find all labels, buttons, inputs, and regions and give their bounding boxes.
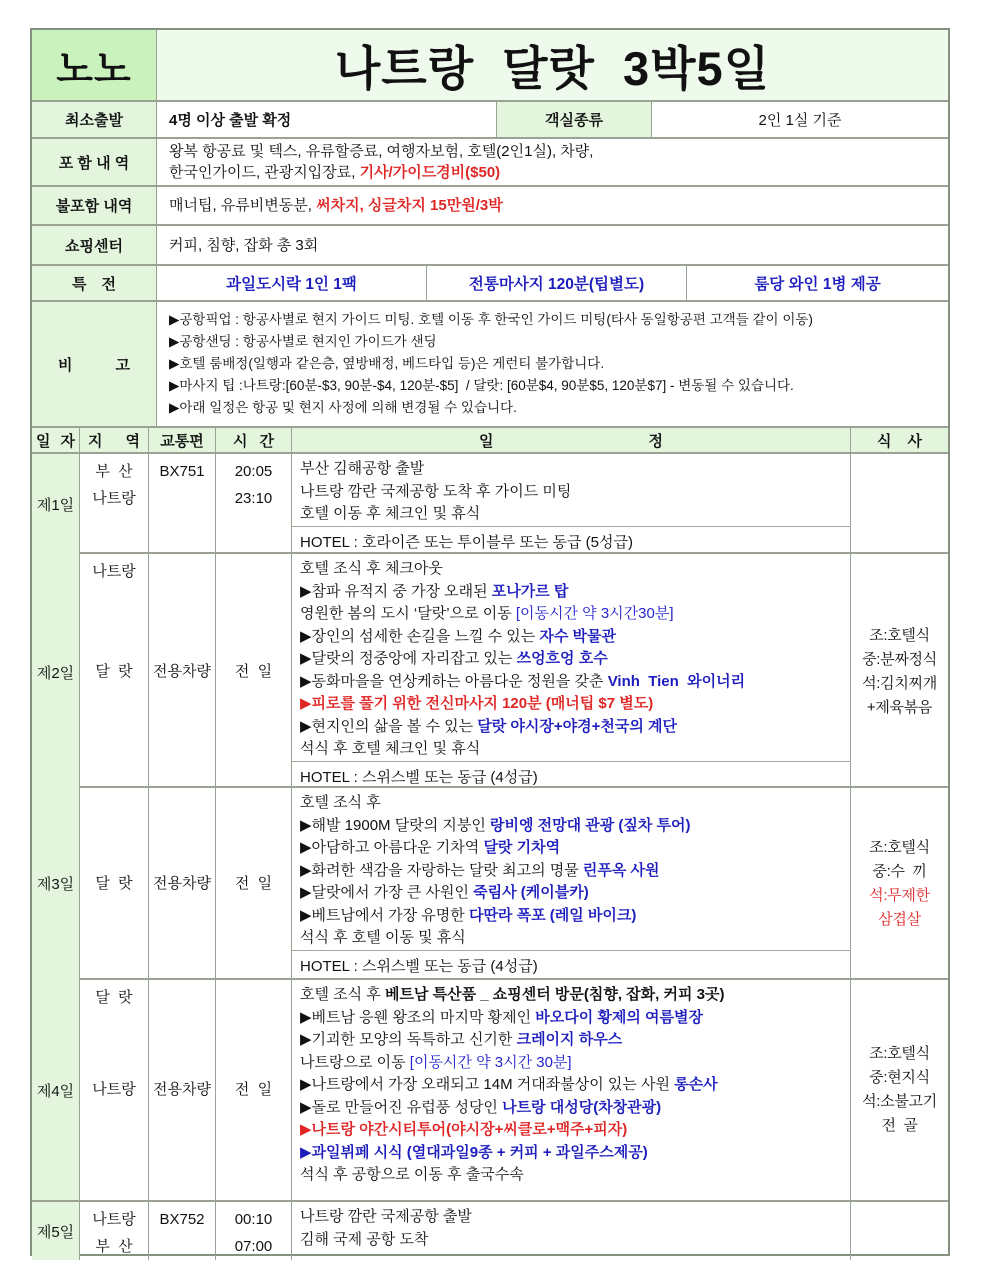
itinerary-cell	[292, 980, 851, 1200]
text-segment: 크레이지 하우스	[516, 1031, 623, 1048]
time-value: 07:00	[234, 1238, 273, 1255]
transport-cell: 전용차량	[149, 980, 216, 1200]
itinerary-line	[300, 1007, 842, 1030]
text-segment: ▶호텔 룸배정(일행과 같은층, 옆방배정, 베드타입 등)은 게런티 불가합니다.	[169, 356, 605, 371]
text-segment: ▶동화마을을 연상케하는 아름다운 정원을 갖춘	[300, 672, 608, 690]
text-segment: ▶아래 일정은 항공 및 현지 사정에 의해 변경될 수 있습니다.	[169, 400, 517, 415]
region-name: 부 산	[95, 463, 133, 480]
itinerary-line	[300, 503, 842, 526]
itinerary-line	[300, 882, 842, 905]
meal-line: 전 골	[881, 1117, 918, 1134]
text-segment: Vinh Tien 와이너리	[607, 672, 746, 690]
itinerary-line	[300, 693, 842, 716]
meal-line: 석:김치찌개	[862, 675, 937, 693]
time-value: 20:05	[234, 463, 273, 480]
text-segment: 랑비엥 전망대 관광 (짚차 투어)	[490, 816, 691, 834]
meal-cell	[851, 454, 948, 556]
schedule-day-row	[32, 1200, 948, 1254]
hotel-line: HOTEL : 스위스벨 또는 동급 (4성급)	[292, 950, 850, 980]
notes-row	[32, 300, 948, 426]
text-segment: 호텔 조식 후	[300, 794, 381, 811]
itinerary-line	[300, 481, 842, 504]
itinerary-lines	[292, 554, 850, 761]
text-segment: ▶기괴한 모양의 독특하고 신기한	[300, 1031, 517, 1048]
text-segment: 매너팁, 유류비변동분,	[169, 197, 317, 214]
text-segment: ▶베트남에서 가장 유명한	[300, 906, 469, 924]
itinerary-line	[300, 738, 842, 761]
hotel-line: HOTEL : 스위스벨 또는 동급 (4성급)	[292, 761, 850, 791]
time-value: 00:10	[234, 1211, 273, 1228]
schedule-day-row	[32, 452, 948, 552]
itinerary-line	[300, 626, 842, 649]
rich-text-line	[169, 162, 936, 183]
special-benefit-row	[32, 264, 948, 300]
rich-text-line	[169, 397, 936, 419]
text-segment: ▶공항픽업 : 항공사별로 현지 가이드 미팅. 호텔 이동 후 한국인 가이드 미팅(타사 동일항공편 고객들 같이 이동)	[169, 312, 813, 327]
day-label: 제3일	[32, 788, 80, 980]
meal-cell	[851, 1202, 948, 1260]
text-segment: 린푸옥 사원	[582, 861, 660, 879]
text-segment: 자수 박물관	[539, 627, 617, 645]
itinerary-line	[300, 1052, 842, 1075]
meal-line: 조:호텔식	[869, 1045, 930, 1062]
text-segment: 달랏 야시장+야경+천국의 계단	[477, 717, 678, 735]
excluded-content	[157, 187, 948, 224]
text-segment: ▶장인의 섬세한 손길을 느낄 수 있는	[300, 627, 540, 645]
special-label-right: 전	[101, 275, 116, 293]
text-segment: ▶현지인의 삶을 볼 수 있는	[300, 717, 478, 735]
text-segment: 나트랑 깜란 국제공항 출발	[300, 1208, 472, 1225]
notes-label	[32, 302, 157, 426]
meal-line: 중:현지식	[869, 1069, 930, 1086]
itinerary-cell	[292, 1202, 851, 1260]
meal-line: 석:소불고기	[862, 1093, 937, 1110]
text-segment: 다딴라 폭포 (레일 바이크)	[468, 906, 637, 924]
itinerary-line	[300, 581, 842, 604]
itinerary-line	[300, 1074, 842, 1097]
rich-text-line	[169, 141, 936, 162]
itinerary-line	[300, 837, 842, 860]
text-segment: [이동시간 약 3시간 30분]	[409, 1053, 572, 1071]
text-segment: ▶피로를 풀기 위한 전신마사지 120분 (매너팁 $7 별도)	[300, 695, 654, 712]
col-header-region: 지 역	[80, 428, 149, 452]
text-segment: 쓰엉흐엉 호수	[516, 650, 608, 667]
meal-line: 중:분짜정식	[862, 651, 937, 669]
region-name: 나트랑	[92, 1081, 136, 1098]
itinerary-line	[300, 603, 842, 626]
itinerary-cell	[292, 454, 851, 556]
region-name: 달 랏	[95, 663, 133, 681]
time-value: 23:10	[234, 490, 273, 507]
meal-cell	[851, 554, 948, 791]
itinerary-line	[300, 648, 842, 671]
room-type-label: 객실종류	[497, 102, 652, 137]
meal-line: 중:수 끼	[872, 862, 927, 880]
text-segment: 죽림사 (케이블카)	[473, 884, 589, 901]
itinerary-cell	[292, 788, 851, 980]
text-segment: 달랏 기차역	[483, 839, 561, 856]
rich-text-line	[169, 375, 936, 397]
text-segment: ▶돌로 만들어진 유럽풍 성당인	[300, 1098, 503, 1116]
schedule-day-row	[32, 978, 948, 1200]
meal-line: 조:호텔식	[869, 627, 930, 645]
text-segment: 커피, 침향, 잡화 총 3회	[169, 236, 319, 254]
itinerary-line	[300, 792, 842, 815]
time-value: 전 일	[234, 663, 273, 681]
text-segment: ▶나트랑에서 가장 오래되고 14M 거대좌불상이 있는 사원	[300, 1076, 675, 1093]
time-value: 전 일	[234, 1081, 273, 1098]
text-segment: ▶달랏에서 가장 큰 사원인	[300, 884, 474, 901]
room-type-value: 2인 1실 기준	[758, 112, 842, 129]
text-segment: 호텔 조식 후	[300, 986, 385, 1003]
col-header-transport: 교통편	[149, 428, 216, 452]
itinerary-line	[300, 1164, 842, 1187]
text-segment: [이동시간 약 3시간30분]	[515, 605, 674, 622]
col-header-itinerary: 일 정	[292, 428, 851, 452]
col-header-time: 시 간	[216, 428, 292, 452]
title-row	[32, 30, 948, 100]
text-segment: 써차지, 싱글차지 15만원/3박	[316, 197, 503, 214]
min-departure-label: 최소출발	[32, 102, 157, 137]
text-segment: 나트랑 대성당(차창관광)	[502, 1098, 662, 1116]
included-row	[32, 137, 948, 185]
text-segment: 롱손사	[674, 1076, 718, 1093]
transport-cell: 전용차량	[149, 554, 216, 791]
region-cell	[80, 788, 149, 980]
rich-text-line	[169, 353, 936, 375]
text-segment: ▶공항샌딩 : 항공사별로 현지인 가이드가 샌딩	[169, 334, 437, 349]
region-name: 나트랑	[92, 490, 136, 507]
rich-text-line	[169, 195, 936, 216]
itinerary-line	[300, 860, 842, 883]
itinerary-lines	[292, 788, 850, 950]
text-segment: ▶베트남 응웬 왕조의 마지막 황제인	[300, 1008, 536, 1026]
itinerary-lines	[292, 454, 850, 526]
region-name: 달 랏	[95, 989, 133, 1006]
itinerary-line	[300, 1029, 842, 1052]
included-label: 포 함 내 역	[32, 139, 157, 185]
region-name: 나트랑	[92, 1211, 136, 1228]
notes-label-right: 고	[115, 356, 130, 374]
hotel-line: HOTEL : 호라이즌 또는 투이블루 또는 동급 (5성급)	[292, 526, 850, 556]
schedule-day-row	[32, 786, 948, 978]
shopping-content	[157, 226, 948, 264]
time-cell	[216, 1202, 292, 1260]
itinerary-cell	[292, 554, 851, 791]
text-segment: 호텔 이동 후 체크인 및 휴식	[300, 505, 481, 522]
text-segment: 석식 후 호텔 이동 및 휴식	[300, 929, 466, 946]
text-segment: 호텔 조식 후 체크아웃	[300, 560, 443, 577]
text-segment: 바오다이 황제의 여름별장	[535, 1008, 703, 1026]
schedule-header-row	[32, 426, 948, 452]
day-label: 제4일	[32, 980, 80, 1200]
itinerary-lines	[292, 1202, 850, 1260]
itinerary-line	[300, 1097, 842, 1120]
special-benefit-1: 과일도시락 1인 1팩	[157, 266, 427, 300]
day-label: 제2일	[32, 554, 80, 791]
rich-text-line	[169, 309, 936, 331]
itinerary-line	[300, 815, 842, 838]
meal-line: 조:호텔식	[869, 838, 930, 856]
time-cell	[216, 554, 292, 791]
region-name: 달 랏	[95, 874, 133, 892]
text-segment: ▶해발 1900M 달랏의 지붕인	[300, 816, 490, 834]
text-segment: ▶아담하고 아름다운 기차역	[300, 839, 484, 856]
text-segment: 포나가르 탑	[491, 582, 569, 600]
meal-line: 석:무제한	[869, 886, 930, 904]
col-header-day: 일 자	[32, 428, 80, 452]
text-segment: 부산 김해공항 출발	[300, 460, 425, 477]
rich-text-line	[169, 331, 936, 353]
time-value: 전 일	[234, 874, 273, 892]
region-cell	[80, 1202, 149, 1260]
day-label: 제1일	[32, 454, 80, 556]
meal-cell	[851, 788, 948, 980]
text-segment: 영원한 봄의 도시 ‘달랏’으로 이동	[300, 605, 516, 622]
itinerary-line	[300, 671, 842, 694]
text-segment: 석식 후 공항으로 이동 후 출국수속	[300, 1166, 524, 1183]
text-segment: ▶달랏의 정중앙에 자리잡고 있는	[300, 650, 517, 667]
text-segment: ▶과일뷔페 시식 (열대과일9종 + 커피 + 과일주스제공)	[300, 1143, 648, 1161]
text-segment: ▶참파 유적지 중 가장 오래된	[300, 582, 492, 600]
text-segment: ▶화려한 색감을 자랑하는 달랏 최고의 명물	[300, 861, 583, 879]
special-label	[32, 266, 157, 300]
shopping-row	[32, 224, 948, 264]
meal-cell	[851, 980, 948, 1200]
itinerary-lines	[292, 980, 850, 1200]
itinerary-line	[300, 558, 842, 581]
text-segment: 김해 국제 공항 도착	[300, 1230, 429, 1248]
page-title: 나트랑 달랏 3박5일	[157, 30, 948, 100]
itinerary-line	[300, 927, 842, 950]
text-segment: 나트랑으로 이동	[300, 1053, 410, 1071]
time-cell	[216, 788, 292, 980]
itinerary-document	[30, 28, 950, 1256]
text-segment: 기사/가이드경비($50)	[359, 164, 501, 181]
text-segment: 나트랑 깜란 국제공항 도착 후 가이드 미팅	[300, 482, 572, 500]
itinerary-line	[300, 458, 842, 481]
itinerary-line	[300, 716, 842, 739]
text-segment: ▶나트랑 야간시티투어(야시장+씨클로+맥주+피자)	[300, 1121, 628, 1138]
itinerary-line	[300, 1229, 842, 1252]
min-departure-row	[32, 100, 948, 137]
rich-text-line	[169, 235, 936, 256]
transport-cell: BX752	[149, 1202, 216, 1260]
meal-line: 삼겹살	[878, 910, 921, 928]
itinerary-line	[300, 1142, 842, 1165]
excluded-row	[32, 185, 948, 224]
time-cell	[216, 980, 292, 1200]
region-cell	[80, 454, 149, 556]
day-label: 제5일	[32, 1202, 80, 1260]
included-content	[157, 139, 948, 185]
notes-label-left: 비	[58, 356, 73, 374]
itinerary-line	[300, 1206, 842, 1229]
shopping-label: 쇼핑센터	[32, 226, 157, 264]
special-benefit-3: 룸당 와인 1병 제공	[754, 276, 881, 293]
text-segment: 베트남 특산품 _ 쇼핑센터 방문(침향, 잡화, 커피 3곳)	[384, 986, 725, 1003]
transport-cell: 전용차량	[149, 788, 216, 980]
itinerary-line	[300, 984, 842, 1007]
itinerary-line	[300, 905, 842, 928]
col-header-meal: 식 사	[851, 428, 948, 452]
text-segment: 석식 후 호텔 체크인 및 휴식	[300, 740, 481, 757]
excluded-label: 불포함 내역	[32, 187, 157, 224]
region-cell	[80, 980, 149, 1200]
agency-logo: 노노	[32, 30, 157, 100]
time-cell	[216, 454, 292, 556]
schedule-body	[32, 452, 948, 1254]
transport-cell: BX751	[149, 454, 216, 556]
region-cell	[80, 554, 149, 791]
special-benefit-2: 전통마사지 120분(팁별도)	[427, 266, 687, 300]
text-segment: 왕복 항공료 및 텍스, 유류할증료, 여행자보험, 호텔(2인1실), 차량,	[169, 143, 594, 160]
itinerary-line	[300, 1119, 842, 1142]
text-segment: 한국인가이드, 관광지입장료,	[169, 164, 360, 181]
notes-content	[157, 302, 948, 426]
meal-line: +제육볶음	[866, 699, 933, 717]
region-name: 나트랑	[92, 563, 136, 580]
region-name: 부 산	[95, 1238, 133, 1255]
special-label-left: 특	[72, 275, 87, 293]
schedule-day-row	[32, 552, 948, 786]
min-departure-value: 4명 이상 출발 확정	[157, 102, 497, 137]
text-segment: ▶마사지 팁 :나트랑:[60분-$3, 90분-$4, 120분-$5] / 달랏: [60분$4, 90분$5, 120분$7] - 변동될 수 있습니다.	[169, 378, 794, 393]
